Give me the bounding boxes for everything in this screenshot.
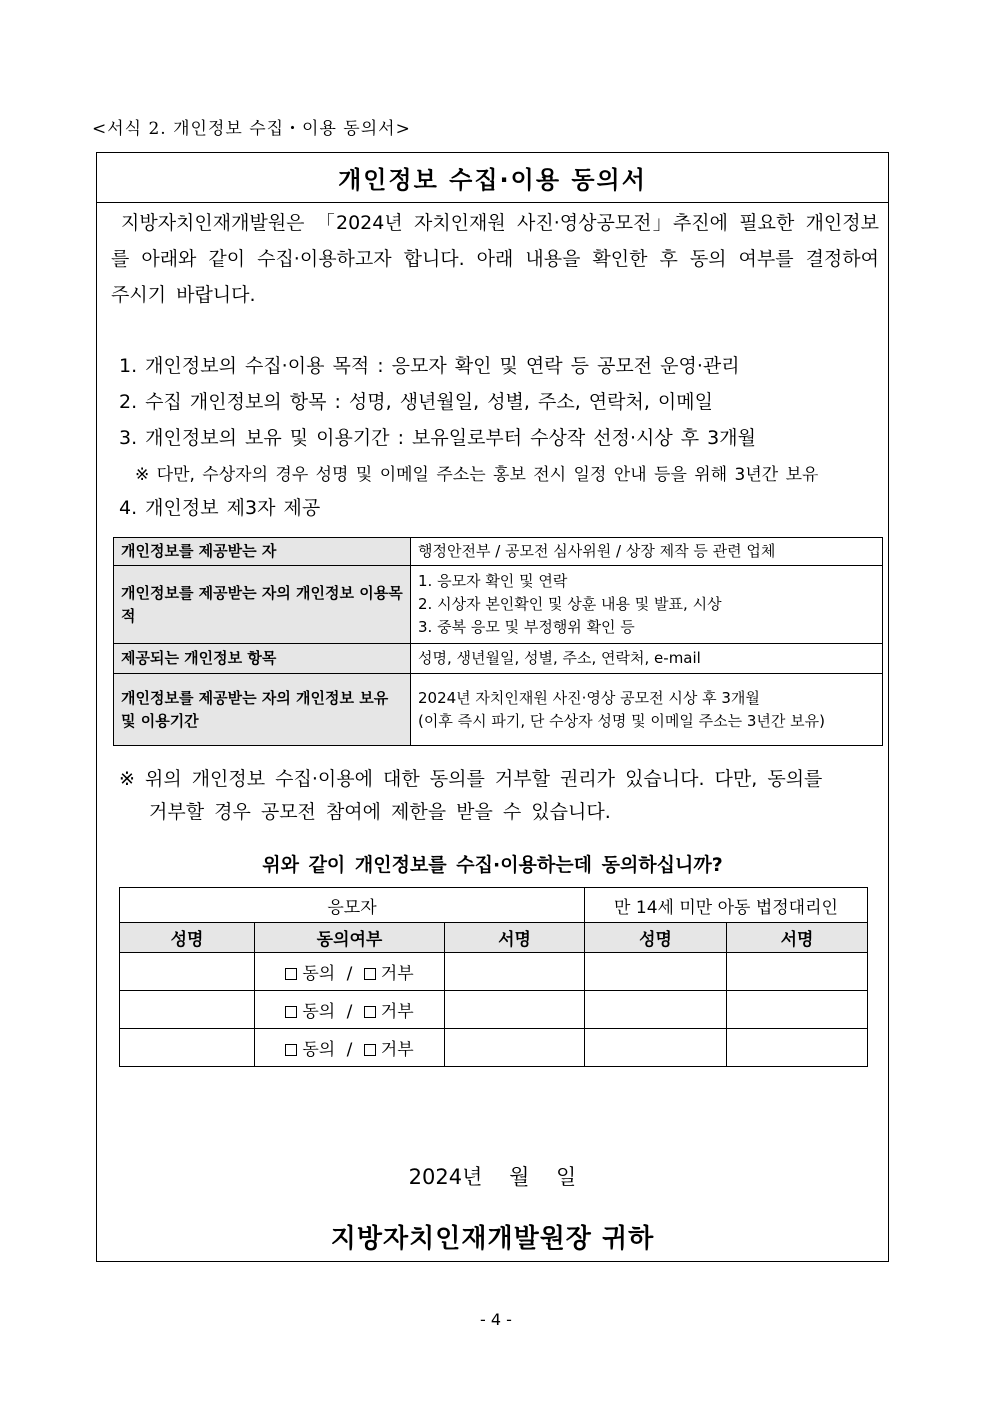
signature-cell[interactable] xyxy=(445,953,585,991)
column-header-signature: 서명 xyxy=(445,923,585,953)
row-head: 개인정보를 제공받는 자의 개인정보 보유 및 이용기간 xyxy=(114,674,411,746)
guardian-signature-cell[interactable] xyxy=(727,953,868,991)
refuse-label: 거부 xyxy=(380,964,414,984)
table-row xyxy=(120,1029,868,1067)
row-head: 개인정보를 제공받는 자의 개인정보 이용목적 xyxy=(114,566,411,644)
agree-checkbox[interactable] xyxy=(285,1006,297,1018)
table-row xyxy=(114,566,883,644)
form-label: <서식 2. 개인정보 수집・이용 동의서> xyxy=(92,119,411,139)
table-row xyxy=(120,991,868,1029)
row-value xyxy=(411,566,883,644)
third-party-provision-table xyxy=(113,537,883,746)
item-purpose: 1. 개인정보의 수집·이용 목적 : 응모자 확인 및 연락 등 공모전 운영·관리 xyxy=(119,355,740,377)
item-third-party: 4. 개인정보 제3자 제공 xyxy=(119,497,321,519)
row-value xyxy=(411,538,883,566)
row-head: 제공되는 개인정보 항목 xyxy=(114,644,411,674)
guardian-signature-cell[interactable] xyxy=(727,991,868,1029)
table-row xyxy=(120,923,868,953)
guardian-name-cell[interactable] xyxy=(585,953,727,991)
choice-separator: / xyxy=(346,964,353,984)
guardian-group-header: 만 14세 미만 아동 법정대리인 xyxy=(585,888,868,923)
intro-paragraph: 지방자치인재개발원은 「2024년 자치인재원 사진·영상공모전」추진에 필요한 개인정보를 아래와 같이 수집·이용하고자 합니다. 아래 내용을 확인한 후 동의 여부를 결정하여 주시기 바랍니다. xyxy=(111,212,879,306)
column-header-consent: 동의여부 xyxy=(255,923,445,953)
refuse-label: 거부 xyxy=(380,1002,414,1022)
row-value-line: 2024년 자치인재원 사진·영상 공모전 시상 후 3개월 xyxy=(418,688,760,707)
agree-checkbox[interactable] xyxy=(285,968,297,980)
row-value xyxy=(411,674,883,746)
guardian-signature-cell[interactable] xyxy=(727,1029,868,1067)
table-row xyxy=(120,953,868,991)
guardian-name-cell[interactable] xyxy=(585,991,727,1029)
row-value xyxy=(411,644,883,674)
name-cell[interactable] xyxy=(120,1029,255,1067)
page-number: - 4 - xyxy=(480,1310,512,1329)
refusal-notice xyxy=(119,763,879,829)
agree-label: 동의 xyxy=(302,964,336,984)
notice-line-2: 거부할 경우 공모전 참여에 제한을 받을 수 있습니다. xyxy=(149,801,611,823)
row-value-line: 2. 시상자 본인확인 및 상훈 내용 및 발표, 시상 xyxy=(418,595,722,613)
agree-label: 동의 xyxy=(302,1002,336,1022)
refuse-label: 거부 xyxy=(380,1040,414,1060)
row-value-line: 3. 중복 응모 및 부정행위 확인 등 xyxy=(418,618,635,636)
column-header-name: 성명 xyxy=(120,923,255,953)
table-row xyxy=(114,538,883,566)
refuse-checkbox[interactable] xyxy=(364,1044,376,1056)
refuse-checkbox[interactable] xyxy=(364,968,376,980)
name-cell[interactable] xyxy=(120,991,255,1029)
agree-label: 동의 xyxy=(302,1040,336,1060)
row-value-line: 행정안전부 / 공모전 심사위원 / 상장 제작 등 관련 업체 xyxy=(418,542,776,560)
item-retention-period: 3. 개인정보의 보유 및 이용기간 : 보유일로부터 수상작 선정·시상 후 3개월 xyxy=(119,427,756,449)
table-row xyxy=(120,888,868,923)
column-header-guardian-signature: 서명 xyxy=(727,923,868,953)
refuse-checkbox[interactable] xyxy=(364,1006,376,1018)
row-head: 개인정보를 제공받는 자 xyxy=(114,538,411,566)
consent-choice-cell xyxy=(255,991,445,1029)
column-header-guardian-name: 성명 xyxy=(585,923,727,953)
form-title: 개인정보 수집·이용 동의서 xyxy=(97,153,888,203)
guardian-name-cell[interactable] xyxy=(585,1029,727,1067)
row-value-line: (이후 즉시 파기, 단 수상자 성명 및 이메일 주소는 3년간 보유) xyxy=(418,711,825,730)
row-value-line: 1. 응모자 확인 및 연락 xyxy=(418,572,568,590)
item-collected-fields: 2. 수집 개인정보의 항목 : 성명, 생년월일, 성별, 주소, 연락처, 이메일 xyxy=(119,391,713,413)
consent-question: 위와 같이 개인정보를 수집·이용하는데 동의하십니까? xyxy=(262,854,723,876)
consent-choice-cell xyxy=(255,953,445,991)
item-retention-note: ※ 다만, 수상자의 경우 성명 및 이메일 주소는 홍보 전시 일정 안내 등을 위해 3년간 보유 xyxy=(135,465,819,485)
choice-separator: / xyxy=(346,1040,353,1060)
signature-cell[interactable] xyxy=(445,991,585,1029)
signature-cell[interactable] xyxy=(445,1029,585,1067)
consent-form-frame xyxy=(96,152,889,1262)
notice-line-1: ※ 위의 개인정보 수집·이용에 대한 동의를 거부할 권리가 있습니다. 다만, 동의를 xyxy=(119,768,823,790)
table-row xyxy=(114,674,883,746)
row-value-line: 성명, 생년월일, 성별, 주소, 연락처, e-mail xyxy=(418,649,701,667)
date-line: 2024년 월 일 xyxy=(408,1165,577,1189)
recipient-line: 지방자치인재개발원장 귀하 xyxy=(330,1224,655,1254)
applicant-group-header: 응모자 xyxy=(120,888,585,923)
agree-checkbox[interactable] xyxy=(285,1044,297,1056)
consent-choice-cell xyxy=(255,1029,445,1067)
table-row xyxy=(114,644,883,674)
signature-table xyxy=(119,887,868,1067)
choice-separator: / xyxy=(346,1002,353,1022)
name-cell[interactable] xyxy=(120,953,255,991)
